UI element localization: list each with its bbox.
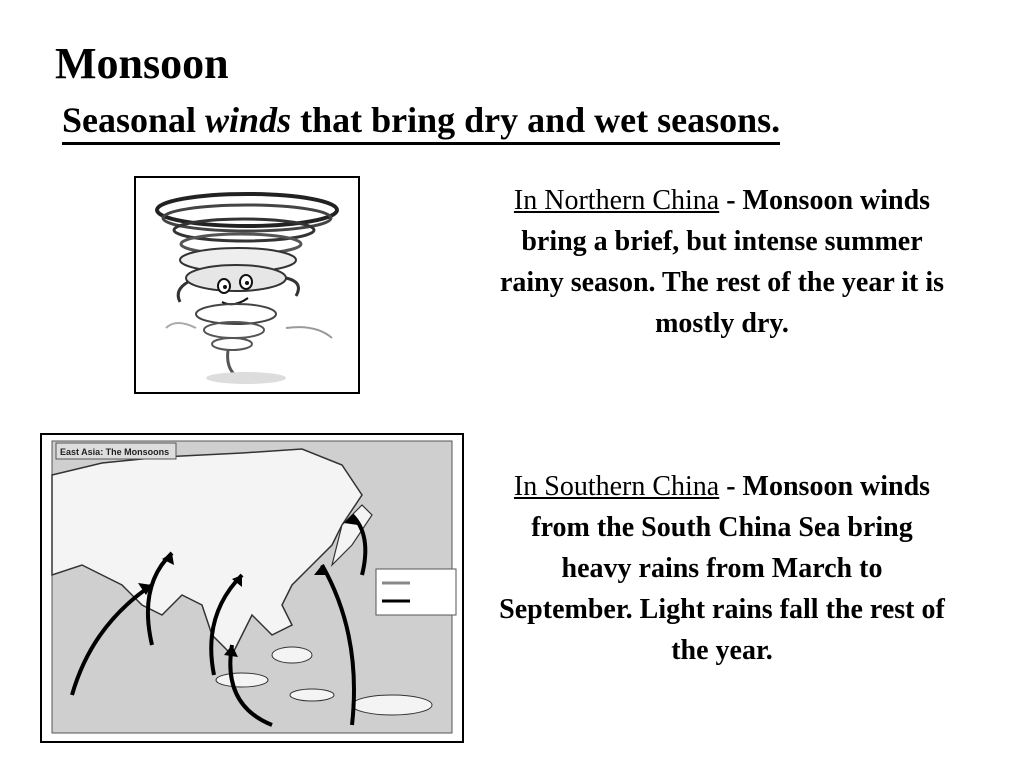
slide-title: Monsoon — [55, 39, 229, 88]
slide-subtitle — [62, 98, 780, 145]
northern-china-text: - Monsoon winds bring a brief, but intense summer rainy season. The rest of the year it is mostly dry. — [499, 185, 945, 339]
subtitle-emphasis: winds — [205, 100, 292, 140]
monsoon-map-image — [40, 433, 464, 743]
southern-china-paragraph — [494, 466, 950, 671]
tornado-illustration — [136, 178, 358, 392]
northern-china-heading: In Northern China — [513, 185, 720, 216]
subtitle-part-1: Seasonal — [62, 100, 206, 140]
monsoon-map — [42, 435, 462, 741]
northern-china-paragraph — [494, 180, 950, 344]
tornado-image — [134, 176, 360, 394]
subtitle-part-3: that bring dry and wet seasons — [291, 100, 772, 140]
southern-china-text: - Monsoon winds from the South China Sea bring heavy rains from March to September. Light rains fall the rest of the year. — [499, 471, 945, 666]
southern-china-heading: In Southern China — [513, 471, 720, 502]
subtitle-period: . — [771, 100, 781, 140]
map-caption: East Asia: The Monsoons — [60, 447, 170, 457]
